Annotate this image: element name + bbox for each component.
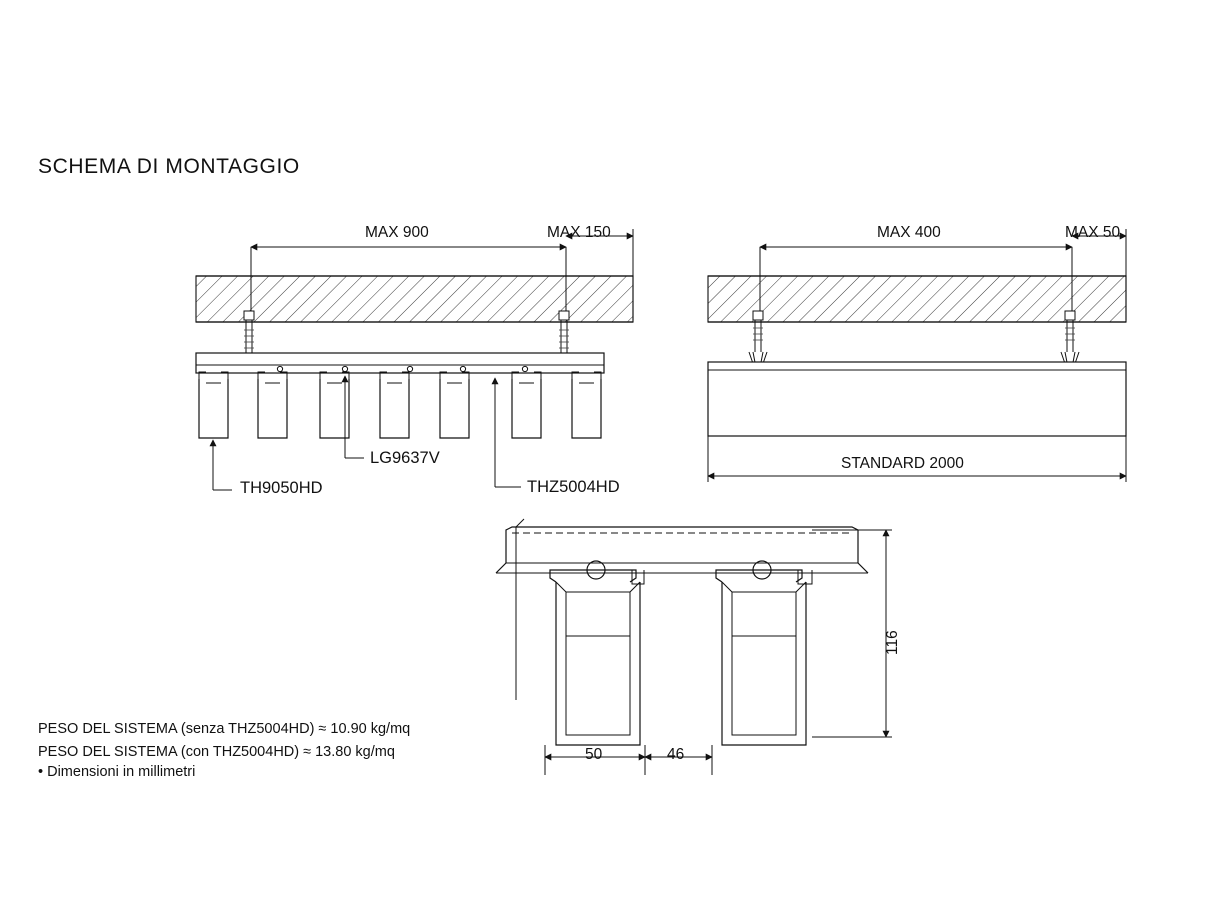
hanger-left	[244, 311, 254, 356]
note-units: • Dimensioni in millimetri	[38, 764, 196, 780]
hanger-right	[559, 311, 569, 356]
right-diagram-group	[708, 229, 1126, 482]
dimension-label-standard2000: STANDARD 2000	[841, 455, 964, 472]
bottom-detail-group	[496, 519, 892, 775]
part-label-lg9637v: LG9637V	[370, 449, 440, 467]
dimension-label-46: 46	[667, 746, 685, 763]
blade-profile-right	[716, 570, 806, 745]
carrier-rail	[196, 353, 604, 373]
note-weight-without: PESO DEL SISTEMA (senza THZ5004HD) ≈ 10.90 kg/mq	[38, 721, 411, 737]
baffle-blades	[199, 372, 601, 438]
note-weight-with: PESO DEL SISTEMA (con THZ5004HD) ≈ 13.80 kg/mq	[38, 744, 395, 760]
dimension-label-116: 116	[884, 630, 901, 655]
blade-profile-left	[550, 570, 640, 745]
page-title: SCHEMA DI MONTAGGIO	[38, 155, 300, 178]
dimension-label-max150: MAX 150	[547, 224, 611, 241]
part-label-thz5004hd: THZ5004HD	[527, 478, 620, 496]
dimension-label-max50: MAX 50	[1065, 224, 1121, 241]
part-label-th9050hd: TH9050HD	[240, 479, 323, 497]
dimension-label-50: 50	[585, 746, 603, 763]
dimension-label-max900: MAX 900	[365, 224, 429, 241]
dimension-label-max400: MAX 400	[877, 224, 941, 241]
